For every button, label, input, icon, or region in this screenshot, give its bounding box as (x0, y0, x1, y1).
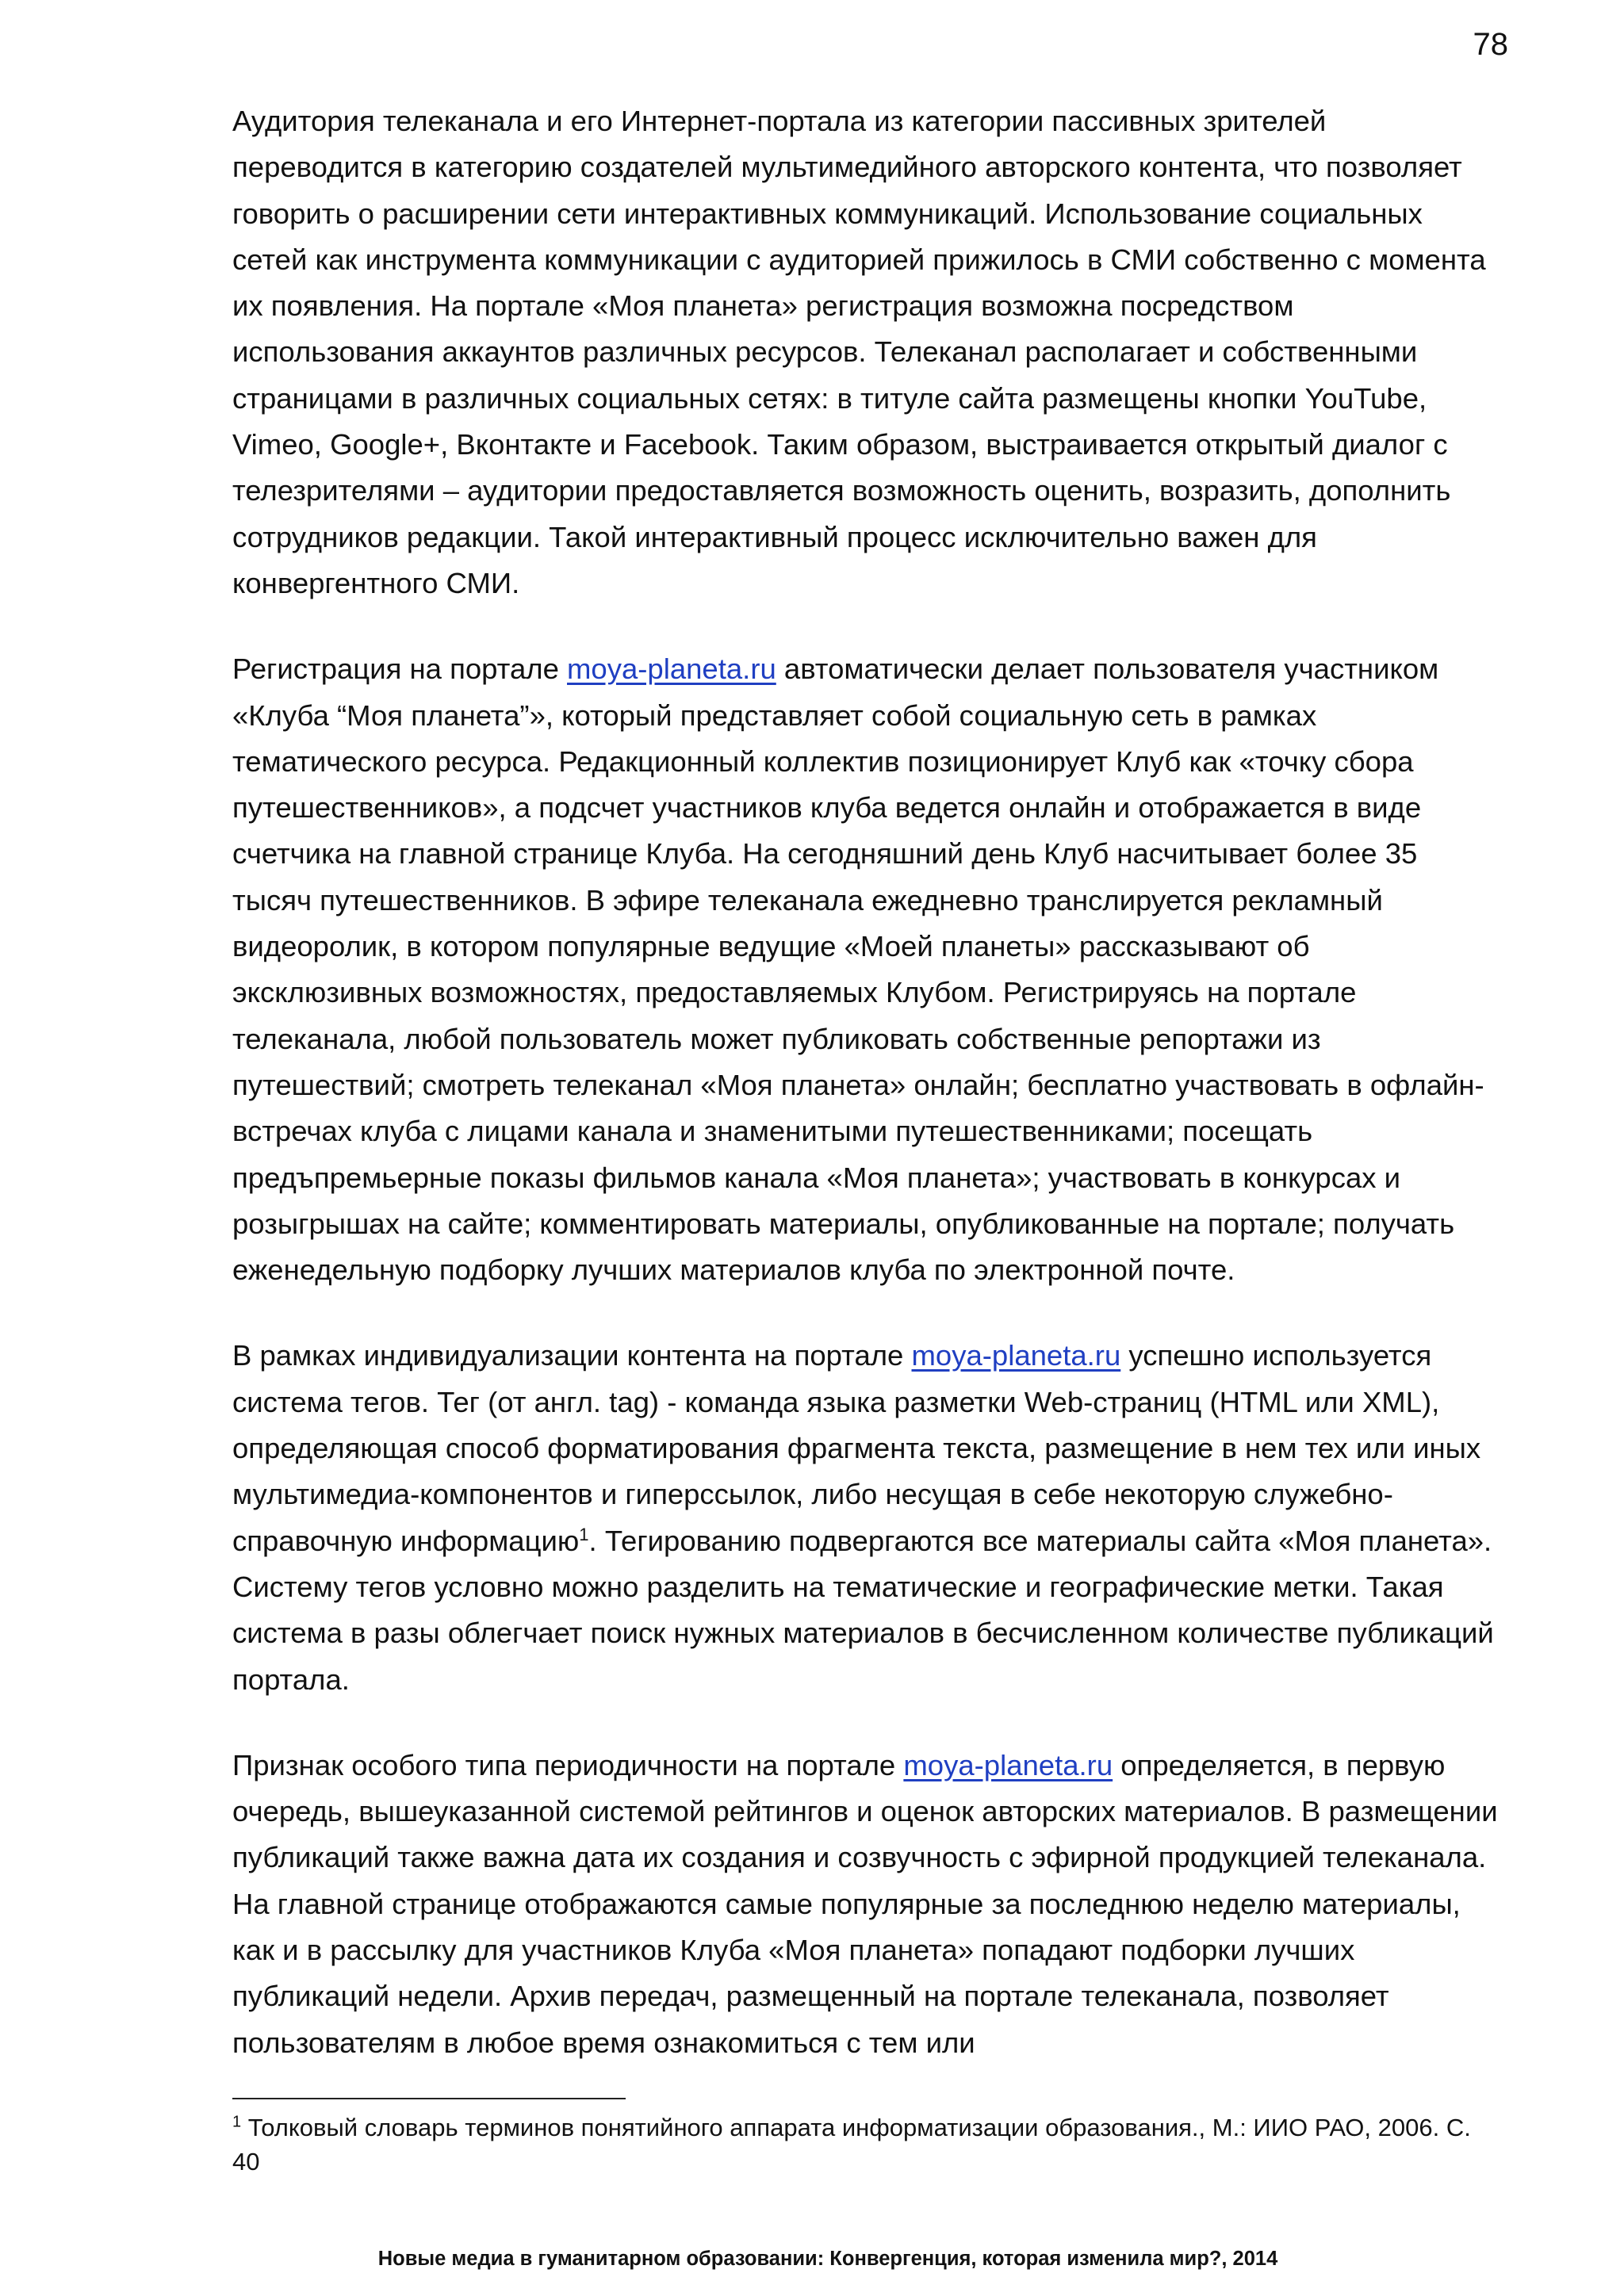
moya-planeta-link-3[interactable]: moya-planeta.ru (903, 1748, 1113, 1781)
footnote-separator (232, 2098, 626, 2099)
paragraph-2-text-end: автоматически делает пользователя участником «Клуба “Моя планета”», который представляет собой социальную сеть в рамках тематического ресурса. Редакционный коллектив позиционирует Клуб как «точку сбора путешественников», а подсчет участников клуба ведется онлайн и отображается в виде счетчика на главной странице Клуба. На сегодняшний день Клуб насчитывает более 35 тысяч путешественников. В эфире телеканала ежедневно транслируется рекламный видеоролик, в котором популярные ведущие «Моей планеты» рассказывают об эксклюзивных возможностях, предоставляемых Клубом. Регистрируясь на портале телеканала, любой пользователь может публиковать собственные репортажи из путешествий; смотреть телеканал «Моя планета» онлайн; бесплатно участвовать в офлайн-встречах клуба с лицами канала и знаменитыми путешественниками; посещать предъпремьерные показы фильмов канала «Моя планета»; участвовать в конкурсах и розыгрышах на сайте; комментировать материалы, опубликованные на портале; получать еженедельную подборку лучших материалов клуба по электронной почте. (232, 652, 1484, 1287)
footnote-reference[interactable]: 1 (579, 1524, 589, 1544)
paragraph-3-text-middle: успешно используется система тегов. Тег (от англ. tag) - команда языка разметки Web-страниц (HTML или XML), определяющая способ форматирования фрагмента текста, размещение в нем тех или иных мультимедиа-компонентов и гиперссылок, либо несущая в себе некоторую служебно-справочную информацию (232, 1339, 1481, 1557)
paragraph-1: Аудитория телеканала и его Интернет-портала из категории пассивных зрителей переводится в категорию создателей мультимедийного авторского контента, что позволяет говорить о расширении сети интерактивных коммуникаций. Использование социальных сетей как инструмента коммуникации с аудиторией прижилось в СМИ собственно с момента их появления. На портале «Моя планета» регистрация возможна посредством использования аккаунтов различных ресурсов. Телеканал располагает и собственными страницами в различных социальных сетях: в титуле сайта размещены кнопки YouTube, Vimeo, Google+, Вконтакте и Facebook. Таким образом, выстраивается открытый диалог с телезрителями – аудитории предоставляется возможность оценить, возразить, дополнить сотрудников редакции. Такой интерактивный процесс исключительно важен для конвергентного СМИ. (232, 105, 1486, 599)
moya-planeta-link-2[interactable]: moya-planeta.ru (911, 1339, 1121, 1372)
paragraph-3 (232, 1333, 1501, 1702)
footnote-mark: 1 (232, 2113, 242, 2131)
page-body (232, 98, 1501, 2106)
page-footer (0, 2245, 1624, 2272)
paragraph-4-text-end: определяется, в первую очередь, вышеуказанной системой рейтингов и оценок авторских материалов. В размещении публикаций также важна дата их создания и созвучность с эфирной продукцией телеканала. На главной странице отображаются самые популярные за последнюю неделю материалы, как и в рассылку для участников Клуба «Моя планета» попадают подборки лучших публикаций недели. Архив передач, размещенный на портале телеканала, позволяет пользователям в любое время ознакомиться с тем или (232, 1748, 1498, 2059)
paragraph-3-text-end: . Тегированию подвергаются все материалы сайта «Моя планета». Систему тегов условно можно разделить на тематические и географические метки. Такая система в разы облегчает поиск нужных материалов в бесчисленном количестве публикаций портала. (232, 1524, 1494, 1696)
paragraph-4-text-start: Признак особого типа периодичности на портале (232, 1748, 904, 1781)
page-number: 78 (1473, 27, 1508, 62)
paragraph-2-text-start: Регистрация на портале (232, 652, 568, 686)
footer-text: Новые медиа в гуманитарном образовании: Конвергенция, которая изменила мир?, 2014 (377, 2248, 1278, 2270)
moya-planeta-link-1[interactable]: moya-planeta.ru (567, 652, 776, 686)
footnote (232, 2110, 1501, 2179)
footnote-text: Толковый словарь терминов понятийного аппарата информатизации образования., М.: ИИО РАО, 2006. С. 40 (232, 2114, 1471, 2175)
paragraph-4 (232, 1743, 1501, 2066)
paragraph-3-text-start: В рамках индивидуализации контента на портале (232, 1339, 912, 1372)
paragraph-2 (232, 646, 1501, 1293)
